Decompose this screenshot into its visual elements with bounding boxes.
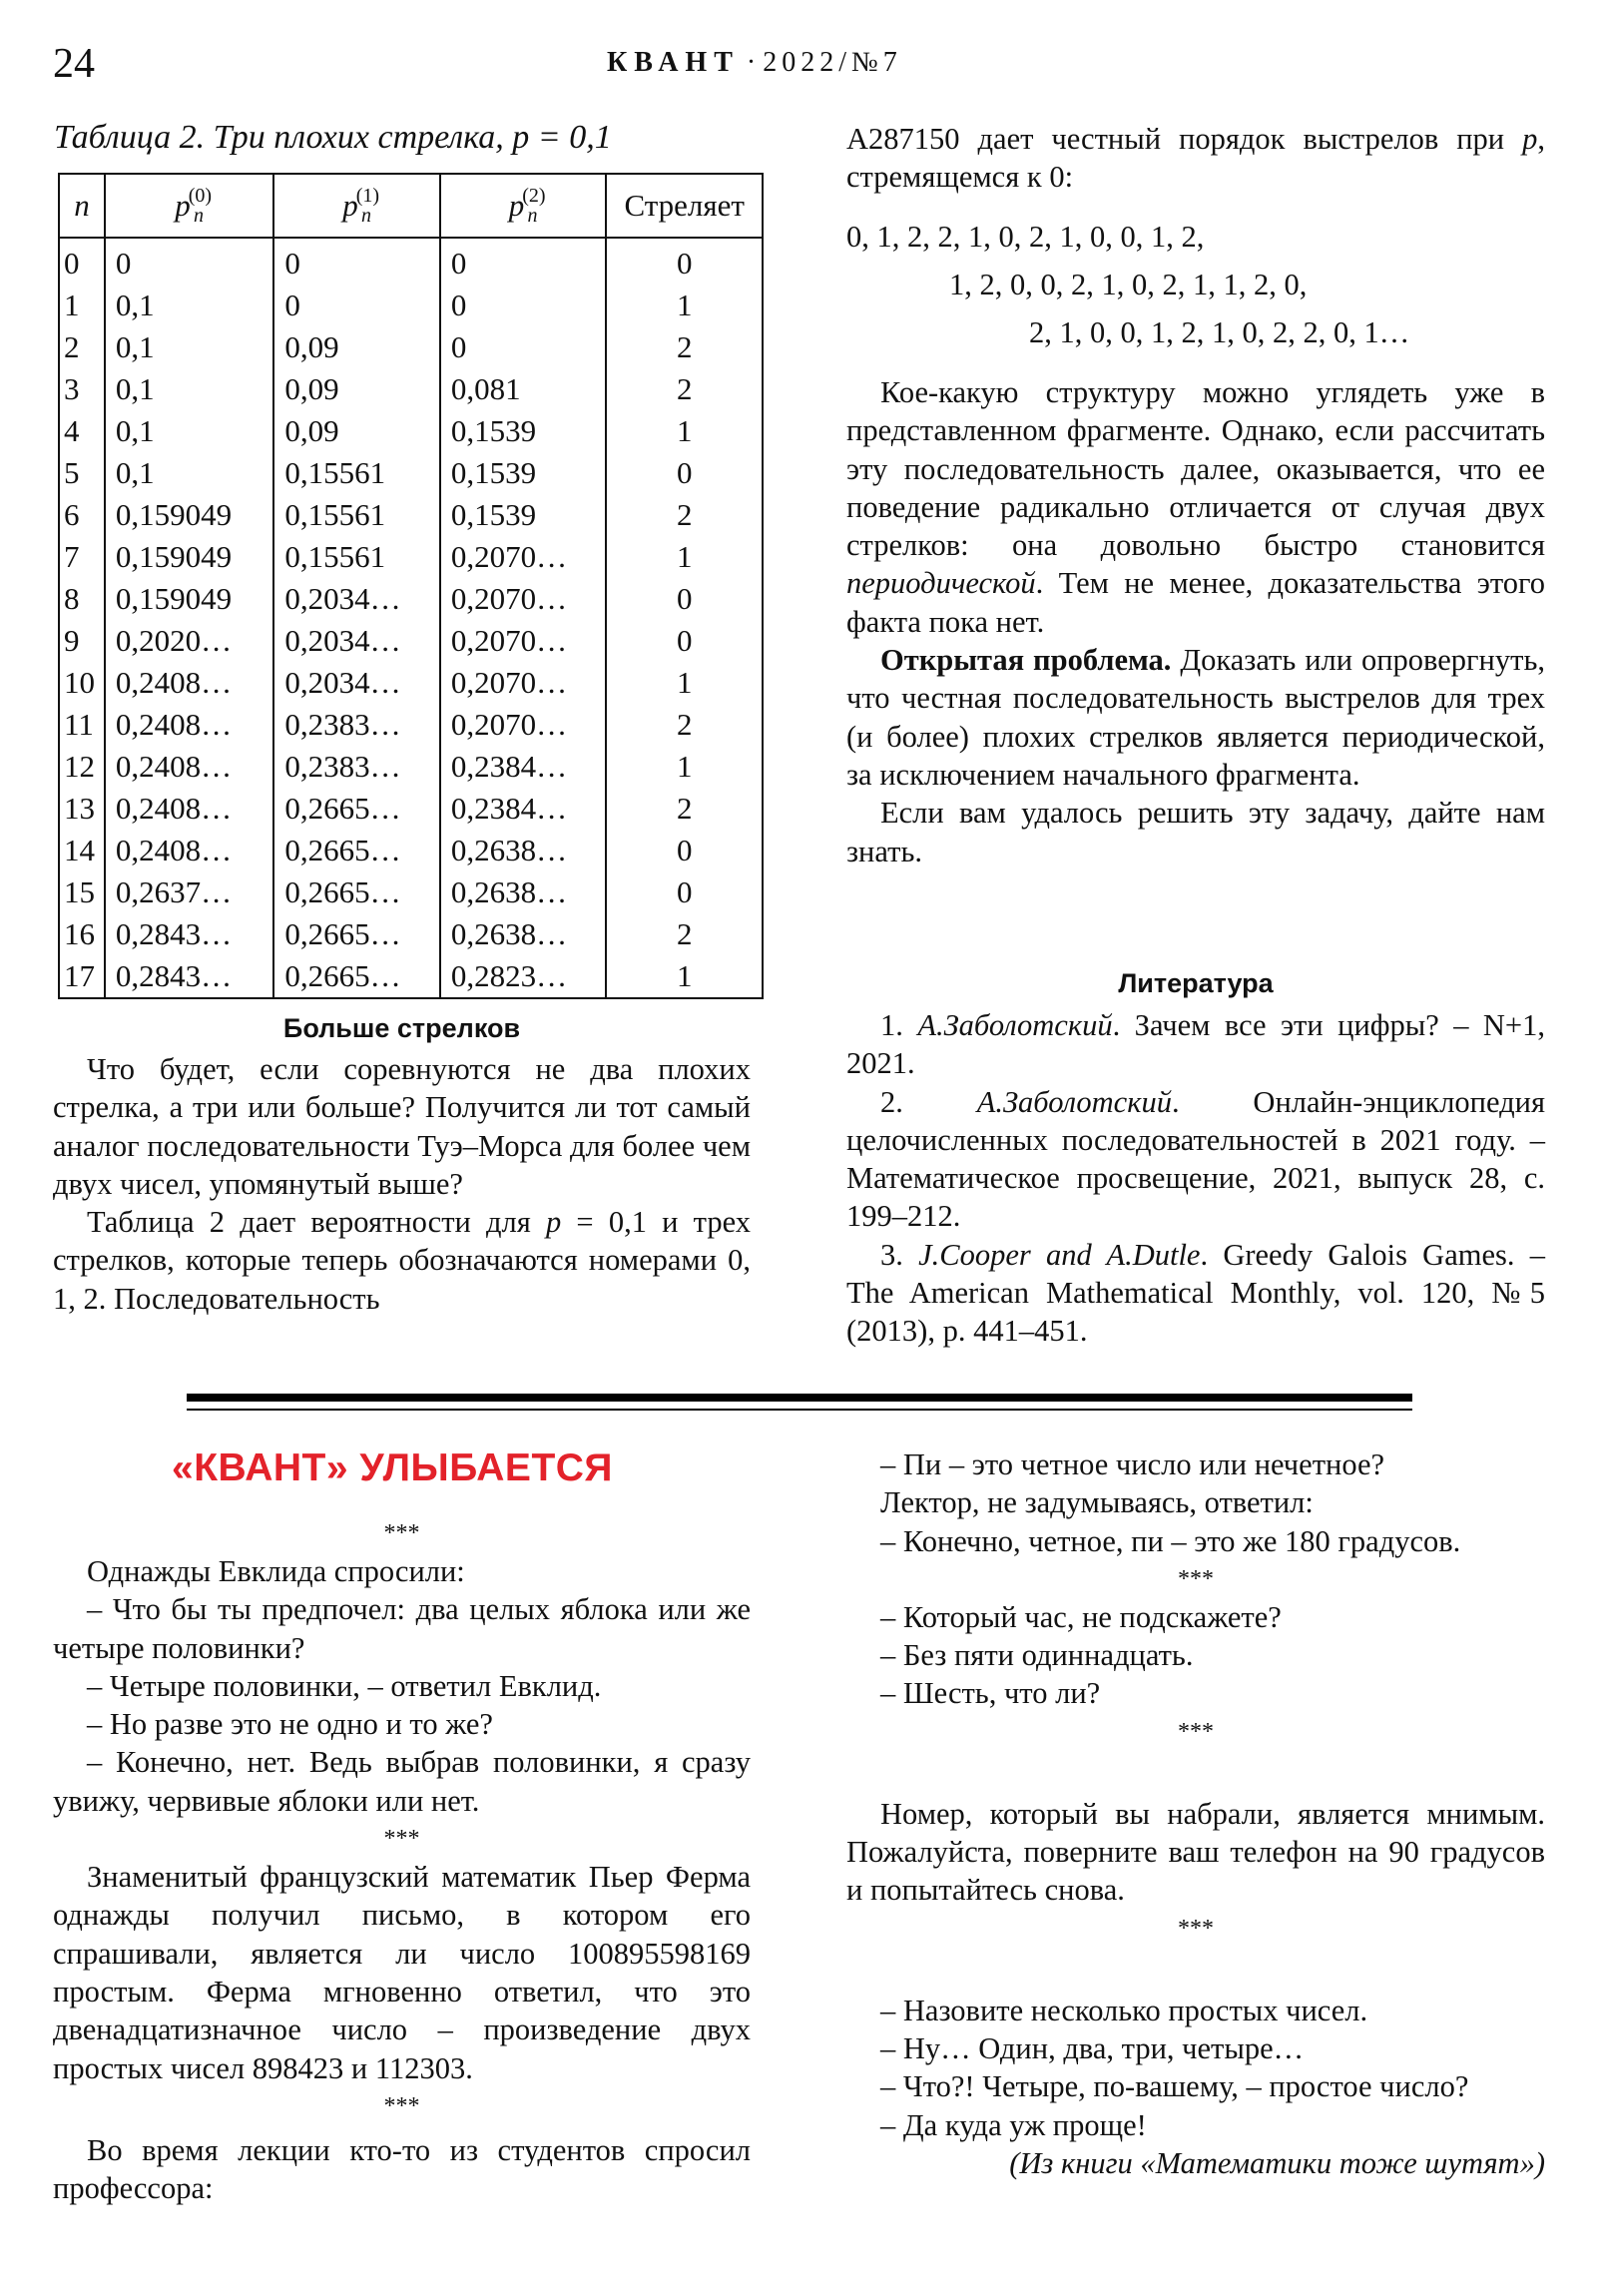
reference-item: 1. А.Заболотский. Зачем все эти цифры? – N+1, 2021. [846,1008,1546,1081]
cell-p0: 0,1 [105,285,273,326]
cell-p0: 0,1 [105,410,273,452]
cell-n: 17 [59,955,105,998]
table-row [59,704,763,746]
cell-shooter: 1 [606,746,763,788]
cell-p1: 0,2034… [273,620,440,662]
col-header-p2: $p^{(2)}_n$ [440,174,607,238]
col-header-shoots: Стреляет [606,174,763,238]
cell-p2: 0,2070… [440,578,607,620]
cell-p0: 0,1 [105,368,273,410]
cell-shooter: 1 [606,285,763,326]
cell-p0: 0,2408… [105,788,273,830]
references-heading: Литература [1118,968,1274,998]
cell-shooter: 1 [606,536,763,578]
joke-phone: Номер, который вы набрали, является мнимым. Пожалуйста, поверните ваш телефон на 90 градусов и попытайтесь снова. [846,1796,1545,1908]
cell-p1: 0,15561 [273,536,440,578]
cell-p2: 0,2638… [440,913,607,955]
cell-p0: 0,1 [105,452,273,494]
cell-shooter: 0 [606,578,763,620]
more-shooters-text [53,1050,751,1318]
cell-n: 9 [59,620,105,662]
paragraph: Кое-какую структуру можно углядеть уже в представленном фрагменте. Однако, если рассчитать эту последовательность далее, оказывается, что ее поведение радикально отличается от случая двух стрелков: она довольно быстро становится периодической. Тем не менее, доказательства этого факта пока нет. [846,375,1545,639]
cell-p0: 0,159049 [105,536,273,578]
separator-stars: *** [383,2092,420,2119]
paragraph: Если вам удалось решить эту задачу, дайте нам знать. [846,796,1545,868]
table-row [59,578,763,620]
cell-p2: 0,2070… [440,536,607,578]
cell-p2: 0,2638… [440,871,607,913]
cell-p2: 0,2384… [440,788,607,830]
cell-shooter: 2 [606,494,763,536]
cell-n: 13 [59,788,105,830]
joke-line: Однажды Евклида спросили: [87,1554,465,1588]
col-header-n: n [59,174,105,238]
cell-p0: 0,2843… [105,955,273,998]
cell-p2: 0,2070… [440,662,607,704]
sequence-line-1: 0, 1, 2, 2, 1, 0, 2, 1, 0, 0, 1, 2, [846,220,1205,254]
table-row [59,326,763,368]
cell-n: 10 [59,662,105,704]
cell-shooter: 1 [606,410,763,452]
cell-p2: 0,2638… [440,830,607,871]
cell-n: 0 [59,238,105,285]
humor-section-title: «КВАНТ» УЛЫБАЕТСЯ [172,1446,613,1489]
cell-p0: 0 [105,238,273,285]
humor-left-column [53,1514,751,2207]
cell-p1: 0,2034… [273,578,440,620]
cell-p1: 0,09 [273,410,440,452]
cell-p1: 0,2665… [273,788,440,830]
cell-n: 6 [59,494,105,536]
cell-p2: 0,1539 [440,494,607,536]
cell-p1: 0,09 [273,368,440,410]
cell-p2: 0,1539 [440,410,607,452]
joke-line: – Назовите несколько простых чисел. [880,1993,1368,2027]
cell-n: 16 [59,913,105,955]
page-number: 24 [53,41,95,87]
header-separator: · [739,47,764,78]
cell-shooter: 1 [606,662,763,704]
cell-p2: 0,081 [440,368,607,410]
joke-line: – Четыре половинки, – ответил Евклид. [87,1668,602,1703]
table-row [59,452,763,494]
cell-shooter: 2 [606,326,763,368]
open-problem-label: Открытая проблема. [880,643,1172,678]
cell-p0: 0,2408… [105,746,273,788]
paragraph: A287150 дает честный порядок выстрелов при p, стремящемся к 0: [846,122,1545,195]
references-list [846,1006,1545,1351]
joke-line: – Что бы ты предпочел: два целых яблока или же четыре половинки? [53,1592,751,1665]
joke-source: (Из книги «Математики тоже шутят») [1009,2145,1545,2180]
humor-right-column [846,1445,1545,2182]
section-heading-more-shooters: Больше стрелков [282,1013,521,1043]
cell-p0: 0,159049 [105,578,273,620]
structure-text [846,373,1545,870]
joke-line: – Что?! Четыре, по-вашему, – простое число? [880,2069,1469,2104]
reference-item: 2. А.Заболотский. Онлайн-энциклопедия целочисленных последовательностей в 2021 году. – Математическое просвещение, 2021, выпуск 28, с. 199–212. [846,1084,1545,1234]
cell-p2: 0,2070… [440,704,607,746]
cell-shooter: 0 [606,452,763,494]
table-row [59,536,763,578]
table-row [59,238,763,285]
cell-n: 5 [59,452,105,494]
cell-p1: 0,09 [273,326,440,368]
table-caption: Таблица 2. Три плохих стрелка, p = 0,1 [54,119,612,156]
cell-p0: 0,2637… [105,871,273,913]
table-row [59,913,763,955]
separator-stars: *** [1178,1915,1214,1942]
cell-p2: 0 [440,238,607,285]
separator-stars: *** [1178,1565,1214,1592]
cell-p2: 0,2384… [440,746,607,788]
joke-line: – Да куда уж проще! [880,2107,1147,2142]
cell-shooter: 0 [606,871,763,913]
magazine-name: КВАНТ [607,47,740,78]
joke-line: – Шесть, что ли? [880,1676,1101,1711]
joke-line: – Конечно, нет. Ведь выбрав половинки, я сразу увижу, червивые яблоки или нет. [53,1745,751,1818]
cell-p1: 0 [273,238,440,285]
cell-shooter: 2 [606,913,763,955]
cell-n: 2 [59,326,105,368]
cell-p0: 0,2020… [105,620,273,662]
reference-item: 3. J.Cooper and A.Dutle. Greedy Galois Games. – The American Mathematical Monthly, vol. 120, №5 (2013), p. 441–451. [846,1237,1545,1349]
joke-line: – Ну… Один, два, три, четыре… [880,2030,1305,2065]
sequence-text [846,120,1545,197]
cell-p1: 0,2665… [273,830,440,871]
cell-n: 8 [59,578,105,620]
table-row [59,788,763,830]
cell-p0: 0,2408… [105,704,273,746]
cell-p2: 0,2070… [440,620,607,662]
cell-p1: 0,2665… [273,913,440,955]
col-header-p0: $p^{(0)}_n$ [105,174,273,238]
joke-fermat: Знаменитый французский математик Пьер Ферма однажды получил письмо, в котором его спрашивали, является ли число 100895598169 простым. Ферма мгновенно ответил, что это двенадцатизначное число – произведение двух простых чисел 898423 и 112303. [53,1860,751,2085]
joke-lecture-start: Во время лекции кто-то из студентов спросил профессора: [53,2132,751,2206]
cell-shooter: 2 [606,704,763,746]
cell-p0: 0,159049 [105,494,273,536]
col-header-p1: $p^{(1)}_n$ [273,174,440,238]
paragraph: Что будет, если соревнуются не два плохих стрелка, а три или больше? Получится ли тот самый аналог последовательности Туэ–Морса для более чем двух чисел, упомянутый выше? [53,1052,751,1201]
cell-n: 1 [59,285,105,326]
table-header-row [59,174,763,238]
cell-p0: 0,2408… [105,830,273,871]
cell-shooter: 0 [606,830,763,871]
joke-line: Лектор, не задумываясь, ответил: [880,1485,1314,1520]
cell-p0: 0,2843… [105,913,273,955]
cell-p0: 0,2408… [105,662,273,704]
cell-p1: 0,15561 [273,494,440,536]
separator-stars: *** [383,1826,420,1853]
cell-shooter: 1 [606,955,763,998]
table-row [59,662,763,704]
cell-shooter: 2 [606,368,763,410]
divider-thick [187,1394,1412,1402]
cell-n: 15 [59,871,105,913]
cell-p0: 0,1 [105,326,273,368]
probability-table [58,173,764,999]
cell-p1: 0,2034… [273,662,440,704]
open-problem-paragraph: Открытая проблема. Доказать или опровергнуть, что честная последовательность выстрелов для трех (и более) плохих стрелков является периодической, за исключением начального фрагмента. [846,643,1545,792]
cell-p2: 0 [440,285,607,326]
issue-number: 2022/№7 [763,47,902,78]
joke-line: – Который час, не подскажете? [880,1599,1282,1634]
cell-n: 3 [59,368,105,410]
cell-p1: 0 [273,285,440,326]
table-row [59,871,763,913]
cell-n: 4 [59,410,105,452]
joke-line: – Без пяти одиннадцать. [880,1638,1194,1673]
table-row [59,620,763,662]
cell-n: 14 [59,830,105,871]
table-row [59,955,763,998]
cell-p1: 0,2383… [273,704,440,746]
cell-p1: 0,2665… [273,871,440,913]
sequence-line-2: 1, 2, 0, 0, 2, 1, 0, 2, 1, 1, 2, 0, [949,268,1308,301]
joke-line: – Конечно, четное, пи – это же 180 градусов. [880,1523,1461,1558]
separator-stars: *** [1178,1718,1214,1745]
cell-n: 12 [59,746,105,788]
joke-line: – Пи – это четное число или нечетное? [880,1447,1385,1481]
table-row [59,410,763,452]
cell-p1: 0,15561 [273,452,440,494]
joke-line: – Но разве это не одно и то же? [87,1707,493,1742]
cell-p1: 0,2383… [273,746,440,788]
cell-shooter: 2 [606,788,763,830]
cell-p2: 0,1539 [440,452,607,494]
paragraph: Таблица 2 дает вероятности для p = 0,1 и трех стрелков, которые теперь обозначаются номерами 0, 1, 2. Последовательность [53,1205,751,1316]
table-row [59,285,763,326]
running-header [607,46,902,80]
table-row [59,368,763,410]
cell-n: 7 [59,536,105,578]
table-row [59,746,763,788]
cell-p2: 0,2823… [440,955,607,998]
table-row [59,830,763,871]
cell-n: 11 [59,704,105,746]
cell-shooter: 0 [606,620,763,662]
cell-p2: 0 [440,326,607,368]
divider-thin [187,1409,1412,1411]
cell-shooter: 0 [606,238,763,285]
table-row [59,494,763,536]
sequence-line-3: 2, 1, 0, 0, 1, 2, 1, 0, 2, 2, 0, 1… [1029,315,1410,349]
separator-stars: *** [383,1520,420,1546]
cell-p1: 0,2665… [273,955,440,998]
